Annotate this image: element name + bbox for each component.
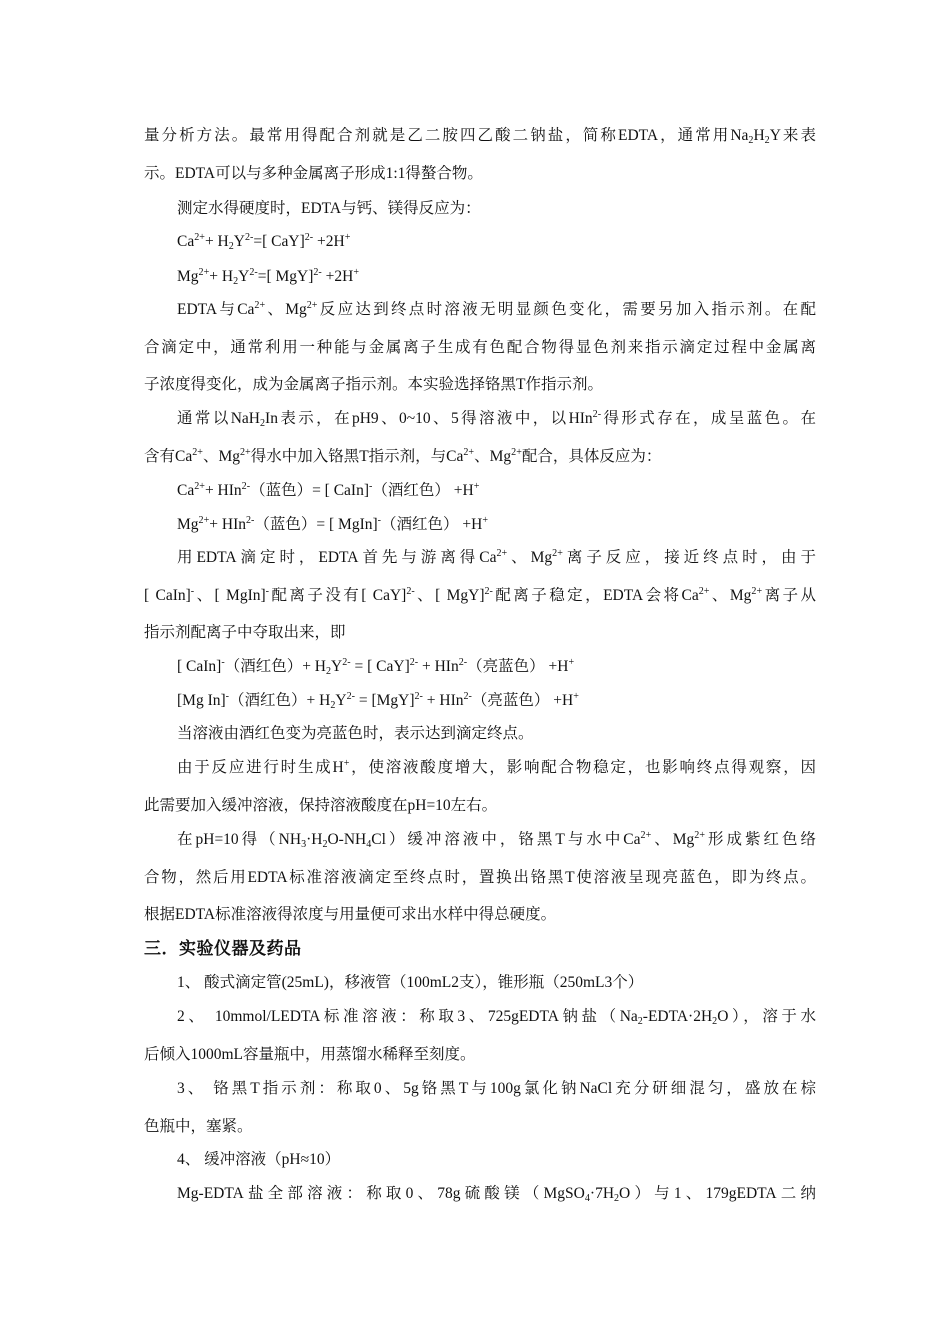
text-line: $Ca^{2+}+ HIn^{2-}$（蓝色）= [ CaIn]-（酒红色） +H+ — [177, 481, 480, 499]
text-line: 此需要加入缓冲溶液，保持溶液酸度在pH=10左右。 — [144, 797, 498, 814]
text-line: 后倾入1000mL容量瓶中，用蒸馏水稀释至刻度。 — [144, 1046, 476, 1063]
text-line: $Mg^{2+}+ H_2Y^{2-}=$[ MgY]$^{2-}$ +2H+ — [177, 267, 360, 288]
text-line: 子浓度得变化，成为金属离子指示剂。本实验选择铬黑T作指示剂。 — [144, 376, 603, 393]
text-line: 通常以NaH$_2$In表示，在pH9、0~10、5得溶液中，以HIn$^{2-}$得形式存在，成呈蓝色。在 — [177, 409, 816, 430]
text-line: 由于反应进行时生成H+，使溶液酸度增大，影响配合物稳定，也影响终点得观察，因 — [177, 758, 816, 776]
text-line: [ CaIn]-、[ MgIn]-配离子没有[ CaY]$^{2-}$、[ MgY]$^{2-}$配离子稳定，EDTA会将$Ca^{2+}$、$Mg^{2+}$离子从 — [144, 586, 816, 604]
text-line: 测定水得硬度时，EDTA与钙、镁得反应为： — [177, 200, 481, 217]
text-line: [ CaIn]-（酒红色）+ $H_2Y^{2-}$ = [ CaY]$^{2-}$ + HIn$^{2-}$（亮蓝色） +H+ — [177, 657, 575, 678]
text-line: 用EDTA滴定时，EDTA首先与游离得$Ca^{2+}$、$Mg^{2+}$离子反应，接近终点时，由于 — [177, 548, 816, 566]
text-line: $Mg^{2+}+ HIn^{2-}$（蓝色）= [ MgIn]-（酒红色） +H+ — [177, 515, 489, 533]
text-line: 当溶液由酒红色变为亮蓝色时，表示达到滴定终点。 — [177, 725, 534, 742]
text-line: [Mg In]-（酒红色）+ $H_2Y^{2-} = [MgY]^{2-} + HIn^{2-}$（亮蓝色） +H+ — [177, 691, 579, 712]
text-line: EDTA与$Ca^{2+}$、$Mg^{2+}$反应达到终点时溶液无明显颜色变化，需要另加入指示剂。在配 — [177, 300, 816, 318]
text-line: 含有$Ca^{2+}$、$Mg^{2+}$得水中加入铬黑T指示剂，与$Ca^{2+}$、$Mg^{2+}$配合，具体反应为： — [144, 447, 662, 465]
text-line: 4、 缓冲溶液（pH≈10） — [177, 1151, 341, 1168]
text-line: 量分析方法。最常用得配合剂就是乙二胺四乙酸二钠盐，简称EDTA，通常用$Na_2H_2Y$来表 — [144, 127, 816, 147]
text-line: $Ca^{2+}+ H_2Y^{2-}=$[ CaY]$^{2-}$ +2H+ — [177, 232, 351, 253]
text-line: Mg-EDTA盐全部溶液：称取0、78g硫酸镁$(MgSO_4\cdot 7H_2O)$与1、179gEDTA二纳 — [177, 1185, 816, 1205]
text-line: 示。EDTA可以与多种金属离子形成1:1得螯合物。 — [144, 165, 483, 182]
text-line: 在pH=10得$(NH_3\cdot H_2O-NH_4Cl)$缓冲溶液中，铬黑T与水中$Ca^{2+}$、$Mg^{2+}$形成紫红色络 — [177, 830, 816, 851]
text-line: 根据EDTA标准溶液得浓度与用量便可求出水样中得总硬度。 — [144, 906, 557, 923]
text-line: 1、 酸式滴定管(25mL)，移液管（100mL2支），锥形瓶（250mL3个） — [177, 974, 644, 991]
text-line: 合物，然后用EDTA标准溶液滴定至终点时，置换出铬黑T使溶液呈现亮蓝色，即为终点。 — [144, 869, 816, 886]
section-heading: 三．实验仪器及药品 — [144, 939, 302, 958]
text-line: 3、 铬黑T指示剂：称取0、5g铬黑T与100g氯化钠NaCl充分研细混匀，盛放在棕 — [177, 1080, 816, 1097]
text-line: 色瓶中，塞紧。 — [144, 1118, 253, 1135]
text-line: 2、 10mmol/LEDTA标准溶液：称取3、725gEDTA钠盐$(Na_2-EDTA\cdot 2H_2O)$，溶于水 — [177, 1008, 816, 1028]
text-line: 指示剂配离子中夺取出来，即 — [144, 624, 346, 641]
text-line: 合滴定中，通常利用一种能与金属离子生成有色配合物得显色剂来指示滴定过程中金属离 — [144, 339, 816, 356]
